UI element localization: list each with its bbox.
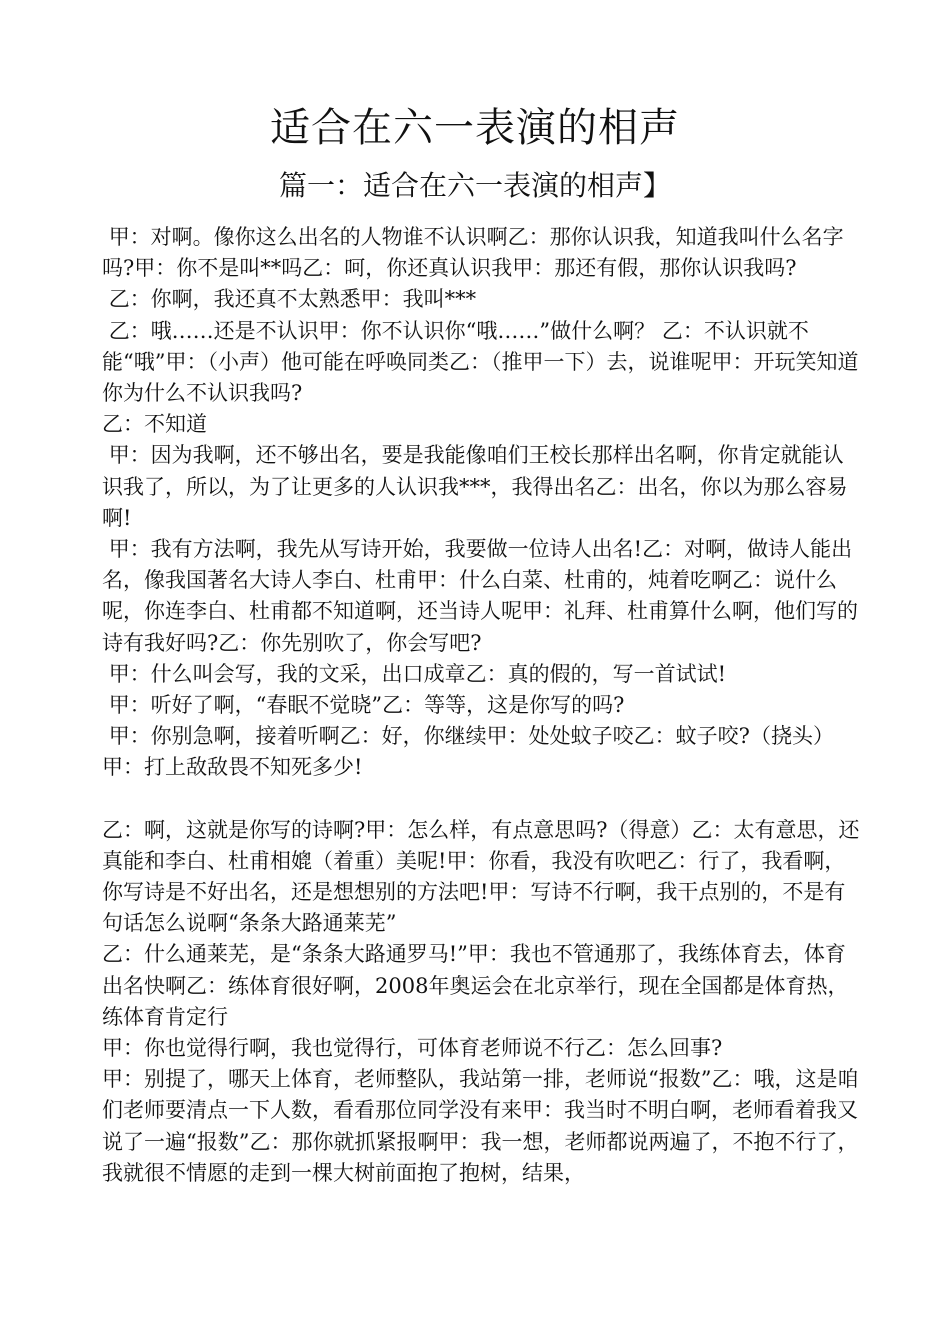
document-body <box>102 222 862 1189</box>
paragraph: 甲：我有方法啊，我先从写诗开始，我要做一位诗人出名!乙：对啊，做诗人能出名，像我国著名大诗人李白、杜甫甲：什么白菜、杜甫的，炖着吃啊乙：说什么呢，你连李白、杜甫都不知道啊，还当诗人呢甲：礼拜、杜甫算什么啊，他们写的诗有我好吗?乙：你先别吹了，你会写吧? <box>102 537 858 655</box>
paragraph: 乙：你啊，我还真不太熟悉甲：我叫*** <box>102 287 477 312</box>
paragraph: 甲：因为我啊，还不够出名，要是我能像咱们王校长那样出名啊，你肯定就能认识我了，所以，为了让更多的人认识我***，我得出名乙：出名，你以为那么容易啊! <box>102 443 848 530</box>
paragraph: 乙：啊，这就是你写的诗啊?甲：怎么样，有点意思吗?（得意）乙：太有意思，还真能和李白、杜甫相媲（着重）美呢!甲：你看，我没有吹吧乙：行了，我看啊，你写诗是不好出名，还是想想别的方法吧!甲：写诗不行啊，我干点别的，不是有句话怎么说啊“条条大路通莱芜” <box>102 817 860 936</box>
paragraph: 乙：什么通莱芜，是“条条大路通罗马!”甲：我也不管通那了，我练体育去，体育出名快啊乙：练体育很好啊，2008年奥运会在北京举行，现在全国都是体育热，练体育肯定行 <box>102 942 849 1029</box>
document-title: 适合在六一表演的相声 <box>270 105 680 151</box>
paragraph: 甲：你别急啊，接着听啊乙：好，你继续甲：处处蚊子咬乙：蚊子咬?（挠头）甲：打上敌敌畏不知死多少! <box>102 724 834 780</box>
paragraph: 甲：别提了，哪天上体育，老师整队，我站第一排，老师说“报数”乙：哦，这是咱们老师要清点一下人数，看看那位同学没有来甲：我当时不明白啊，老师看着我又说了一遍“报数”乙：那你就抓紧报啊甲：我一想，老师都说两遍了，不抱不行了，我就很不情愿的走到一棵大树前面抱了抱树，结果， <box>102 1067 859 1185</box>
paragraph: 乙：哦……还是不认识甲：你不认识你“哦……”做什么啊？ 乙：不认识就不能“哦”甲：（小声）他可能在呼唤同类乙：（推甲一下）去，说谁呢甲：开玩笑知道你为什么不认识我吗? <box>102 318 859 406</box>
paragraph: 甲：你也觉得行啊，我也觉得行，可体育老师说不行乙：怎么回事? <box>102 1036 723 1061</box>
paragraph: 甲：听好了啊，“春眠不觉晓”乙：等等，这是你写的吗? <box>102 693 625 718</box>
paragraph: 乙：不知道 <box>102 412 207 437</box>
paragraph: 甲：什么叫会写，我的文采，出口成章乙：真的假的，写一首试试! <box>102 661 727 686</box>
document-subtitle: 篇一：适合在六一表演的相声】 <box>278 169 671 202</box>
paragraph: 甲：对啊。像你这么出名的人物谁不认识啊乙：那你认识我，知道我叫什么名字吗?甲：你不是叫**吗乙：呵，你还真认识我甲：那还有假，那你认识我吗? <box>102 225 844 281</box>
paragraph-gap <box>102 784 862 815</box>
